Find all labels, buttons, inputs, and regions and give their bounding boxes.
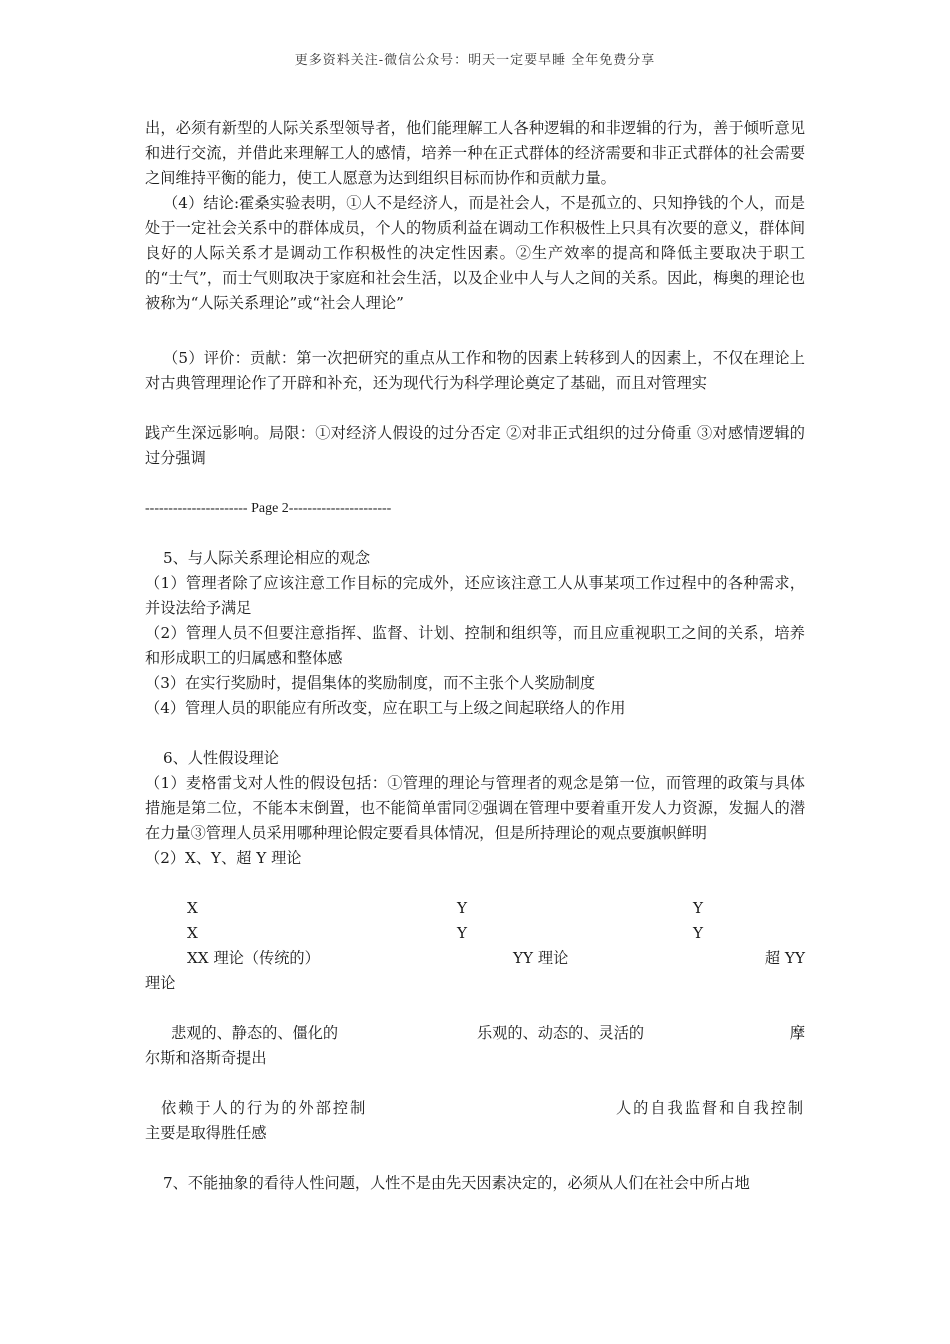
cell-super-yy: 超 YY [764,949,805,967]
cell-external-control: 依赖于人的行为的外部控制 [161,1099,368,1117]
theory-table-row-3-wrap: 理论 [145,974,176,992]
cell-y: Y [457,924,468,942]
theory-table-row-4 [145,1021,805,1046]
document-body [145,116,805,1196]
paragraph-evaluation: （5）评价：贡献：第一次把研究的重点从工作和物的因素上转移到人的因素上，不仅在理论上对古典管理理论作了开辟和补充，还为现代行为科学理论奠定了基础，而且对管理实 [145,349,805,392]
cell-y-super: Y [693,924,704,942]
cell-self-control: 人的自我监督和自我控制 [615,1099,805,1117]
cell-yy-theory: YY 理论 [513,949,569,967]
section-6-item-1: （1）麦格雷戈对人性的假设包括：①管理的理论与管理者的观念是第一位，而管理的政策与具体措施是第二位，不能本末倒置，也不能简单雷同②强调在管理中要着重开发人力资源，发掘人的潜在力量③管理人员采用哪种理论假定要看具体情况，但是所持理论的观点要旗帜鲜明 [145,774,805,842]
section-6-title: 6、人性假设理论 [163,749,279,767]
page-break-marker: ---------------------- Page 2---------------------- [145,501,392,516]
paragraph-conclusion: （4）结论:霍桑实验表明，①人不是经济人，而是社会人，不是孤立的、只知挣钱的个人，而是处于一定社会关系中的群体成员，个人的物质利益在调动工作积极性上只具有次要的意义，群体间良好的人际关系才是调动工作积极性的决定性因素。②生产效率的提高和降低主要取决于职工的“士气”，而士气则取决于家庭和社会生活，以及企业中人与人之间的关系。因此，梅奥的理论也被称为“人际关系理论”或“社会人理论” [145,194,805,312]
cell-y: Y [457,899,468,917]
section-5-item-4: （4）管理人员的职能应有所改变，应在职工与上级之间起联络人的作用 [145,699,626,717]
theory-table-row-1 [145,896,805,921]
theory-table-row-3 [145,946,805,971]
cell-x: X [187,924,198,942]
cell-xx-theory: XX 理论（传统的） [187,949,320,967]
paragraph-limitations: 践产生深远影响。局限：①对经济人假设的过分否定 ②对非正式组织的过分倚重 ③对感情逻辑的过分强调 [145,424,805,467]
cell-x: X [187,899,198,917]
cell-y-super: Y [693,899,704,917]
cell-pessimistic: 悲观的、静态的、僵化的 [171,1024,339,1042]
section-7-text: 7、不能抽象的看待人性问题，人性不是由先天因素决定的，必须从人们在社会中所占地 [163,1174,750,1192]
theory-table-row-4-wrap: 尔斯和洛斯奇提出 [145,1049,267,1067]
section-6-item-2: （2）X、Y、超 Y 理论 [145,849,302,867]
page-header-watermark: 更多资料关注-微信公众号：明天一定要早睡 全年免费分享 [294,53,656,68]
cell-morse: 摩 [789,1024,805,1042]
cell-optimistic: 乐观的、动态的、灵活的 [477,1024,645,1042]
theory-table-row-2 [145,921,805,946]
section-5-item-2: （2）管理人员不但要注意指挥、监督、计划、控制和组织等，而且应重视职工之间的关系，培养和形成职工的归属感和整体感 [145,624,805,667]
section-5-item-3: （3）在实行奖励时，提倡集体的奖励制度，而不主张个人奖励制度 [145,674,596,692]
theory-table-row-5 [145,1096,805,1121]
theory-table-row-5-wrap: 主要是取得胜任感 [145,1124,267,1142]
paragraph-leadership: 出，必须有新型的人际关系型领导者，他们能理解工人各种逻辑的和非逻辑的行为，善于倾听意见和进行交流，并借此来理解工人的感情，培养一种在正式群体的经济需要和非正式群体的社会需要之间维持平衡的能力，使工人愿意为达到组织目标而协作和贡献力量。 [145,119,805,187]
section-5-title: 5、与人际关系理论相应的观念 [163,549,371,567]
section-5-item-1: （1）管理者除了应该注意工作目标的完成外，还应该注意工人从事某项工作过程中的各种需求，并设法给予满足 [145,574,805,617]
